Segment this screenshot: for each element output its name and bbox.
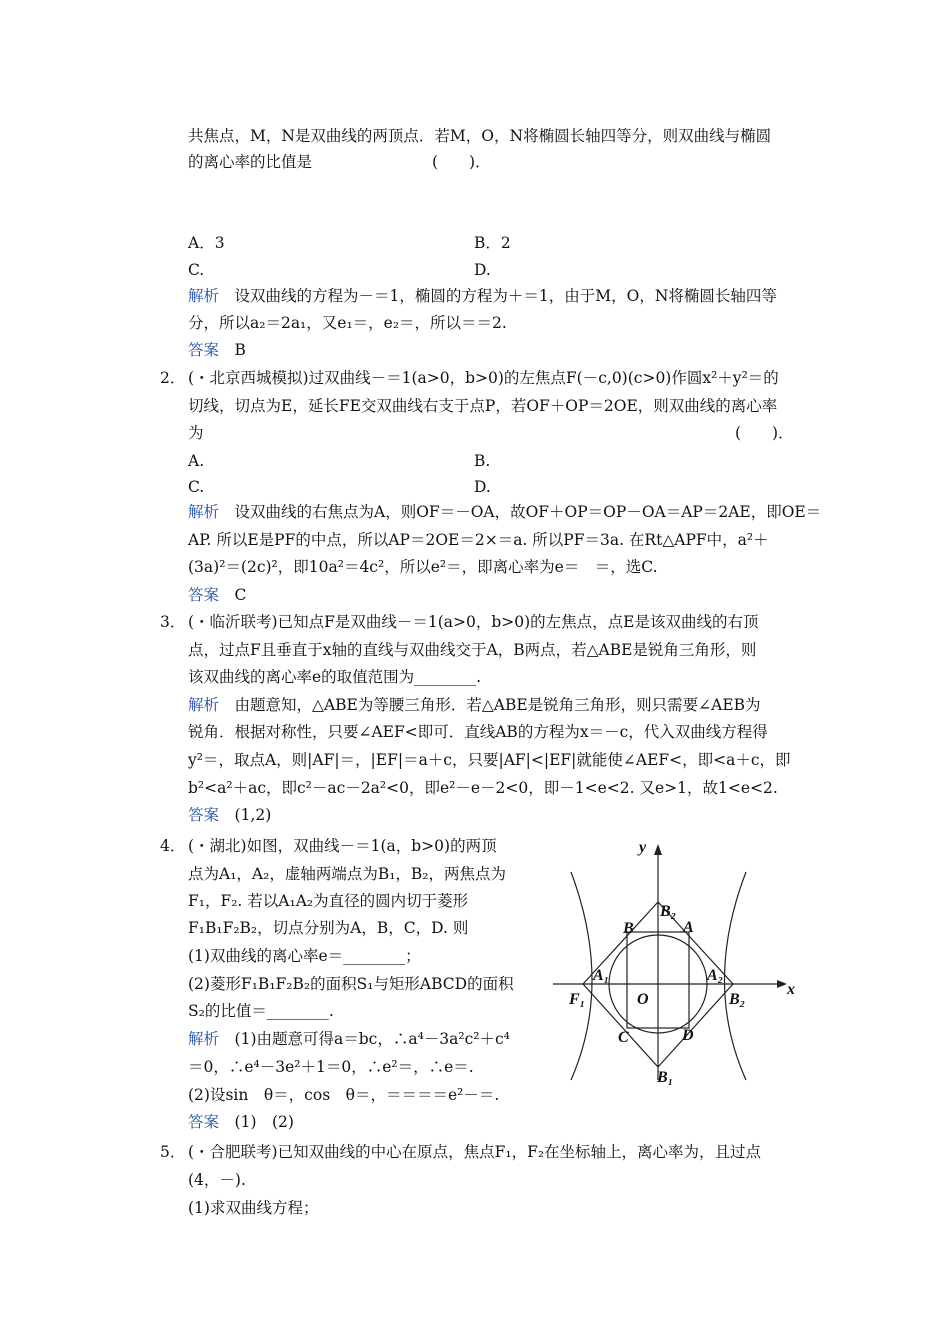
q2-option-c: C. [188,478,205,496]
label-f1: F₁ [569,991,586,1008]
q2-answer-label: 答案 [188,586,220,604]
label-f2-b2: B₂ [729,991,746,1008]
q4-analysis-text-1: (1)由题意可得a＝bc，∴a⁴－3a²c²＋c⁴ [234,1030,510,1048]
q2-analysis-line-1 [188,502,821,522]
q1-option-d: D. [474,261,491,279]
q4-answer-label: 答案 [188,1113,220,1131]
q5-line-2: (4，－). [188,1171,246,1189]
q2-paren: ( )． [735,424,794,442]
q3-line-1: (・临沂联考)已知点F是双曲线－＝1(a>0，b>0)的左焦点，点E是该双曲线的右顶 [188,613,759,631]
label-y: y [639,839,647,856]
q2-number: 2． [160,369,186,387]
hyperbola-right-branch [725,872,747,1080]
label-x: x [787,981,795,998]
q3-answer-label: 答案 [188,806,220,824]
label-o: O [637,991,649,1008]
q2-answer [188,585,246,605]
q1-option-c: C. [188,261,205,279]
q1-analysis-text-1: 设双曲线的方程为－＝1，椭圆的方程为＋＝1，由于M，O，N将椭圆长轴四等 [234,287,777,305]
q3-analysis-label: 解析 [188,696,220,714]
q4-line-2: 点为A₁，A₂，虚轴两端点为B₁，B₂，两焦点为 [188,865,507,883]
q1-option-a: A．3 [188,234,225,252]
q5-line-1: (・合肥联考)已知双曲线的中心在原点，焦点F₁，F₂在坐标轴上，离心率为，且过点 [188,1143,762,1161]
label-c: C [618,1029,629,1046]
q1-analysis-label: 解析 [188,287,220,305]
q2-option-d: D. [474,478,491,496]
q2-option-b: B. [474,452,491,470]
q4-line-4: F₁B₁F₂B₂，切点分别为A，B，C，D. 则 [188,919,469,937]
q1-answer [188,340,246,360]
hyperbola-left-branch [571,872,592,1080]
q4-analysis-line-3: (2)设sin θ＝，cos θ＝，＝＝＝＝e²－＝. [188,1086,500,1104]
q1-analysis-line-2: 分，所以a₂＝2a₁，又e₁＝，e₂＝，所以＝＝2. [188,314,507,332]
q2-analysis-label: 解析 [188,503,220,521]
q3-line-3: 该双曲线的离心率e的取值范围为________. [188,668,482,686]
q4-line-6: (2)菱形F₁B₁F₂B₂的面积S₁与矩形ABCD的面积 [188,975,514,993]
label-b1: B₁ [657,1069,674,1086]
q4-number: 4． [160,837,186,855]
q1-analysis-line-1 [188,286,777,306]
q1-option-b: B．2 [474,234,511,252]
q2-line-3: 为 [188,424,204,442]
q5-number: 5． [160,1143,186,1161]
q3-analysis-line-4: b²<a²＋ac，即c²－ac－2a²<0，即e²－e－2<0，即－1<e<2. 又e>1，故1<e<2. [188,779,778,797]
q4-answer-value: (1) (2) [234,1113,294,1131]
q3-analysis-line-1 [188,695,761,715]
q4-analysis-line-1 [188,1029,510,1049]
label-b2: B₂ [660,903,677,920]
q2-answer-value: C [234,586,247,604]
q1-answer-value: B [234,341,246,359]
q1-paren: ( )． [432,153,491,171]
q4-line-5: (1)双曲线的离心率e＝________； [188,947,421,965]
q3-answer [188,805,271,825]
q3-number: 3． [160,613,186,631]
q2-analysis-line-3: (3a)²＝(2c)²，即10a²＝4c²，所以e²＝，即离心率为e＝ ＝，选C. [188,558,658,576]
q3-analysis-text-1: 由题意知，△ABE为等腰三角形．若△ABE是锐角三角形，则只需要∠AEB为 [234,696,761,714]
label-a: A [683,919,694,936]
q2-analysis-text-1: 设双曲线的右焦点为A，则OF＝－OA，故OF＋OP＝OP－OA＝AP＝2AE，即OE＝ [234,503,822,521]
q2-analysis-line-2: AP. 所以E是PF的中点，所以AP＝2OE＝2×＝a. 所以PF＝3a. 在Rt△APF中，a²＋ [188,531,769,549]
hyperbola-rhombus-figure [543,832,819,1087]
q4-analysis-label: 解析 [188,1030,220,1048]
q2-option-a: A. [188,452,205,470]
label-a2: A₂ [707,967,724,984]
q1-answer-label: 答案 [188,341,220,359]
q3-analysis-line-3: y²＝，取点A，则|AF|＝，|EF|＝a＋c，只要|AF|<|EF|就能使∠AEF<，即<a＋c，即 [188,751,791,769]
label-b: B [623,920,634,937]
x-axis-arrow [777,980,787,988]
q3-answer-value: (1,2) [234,806,272,824]
q2-line-1: (・北京西城模拟)过双曲线－＝1(a>0，b>0)的左焦点F(－c,0)(c>0)作圆x²＋y²＝的 [188,369,779,387]
q2-line-2: 切线，切点为E，延长FE交双曲线右支于点P，若OF＋OP＝2OE，则双曲线的离心率 [188,397,778,415]
q4-answer [188,1112,294,1132]
q4-analysis-line-2: ＝0，∴e⁴－3e²＋1＝0，∴e²＝，∴e＝. [188,1058,474,1076]
q3-analysis-line-2: 锐角．根据对称性，只要∠AEF<即可．直线AB的方程为x＝－c，代入双曲线方程得 [188,723,768,741]
label-a1: A₁ [593,967,610,984]
q4-line-7: S₂的比值＝________. [188,1002,334,1020]
q5-line-3: (1)求双曲线方程； [188,1199,319,1217]
q1-line-2: 的离心率的比值是 [188,153,313,171]
q4-line-1: (・湖北)如图，双曲线－＝1(a，b>0)的两顶 [188,837,497,855]
label-d: D [682,1027,694,1044]
q3-line-2: 点，过点F且垂直于x轴的直线与双曲线交于A，B两点，若△ABE是锐角三角形，则 [188,641,757,659]
q1-line-1: 共焦点，M，N是双曲线的两顶点．若M，O，N将椭圆长轴四等分，则双曲线与椭圆 [188,127,772,145]
y-axis-arrow [654,844,662,855]
q4-line-3: F₁，F₂. 若以A₁A₂为直径的圆内切于菱形 [188,892,469,910]
